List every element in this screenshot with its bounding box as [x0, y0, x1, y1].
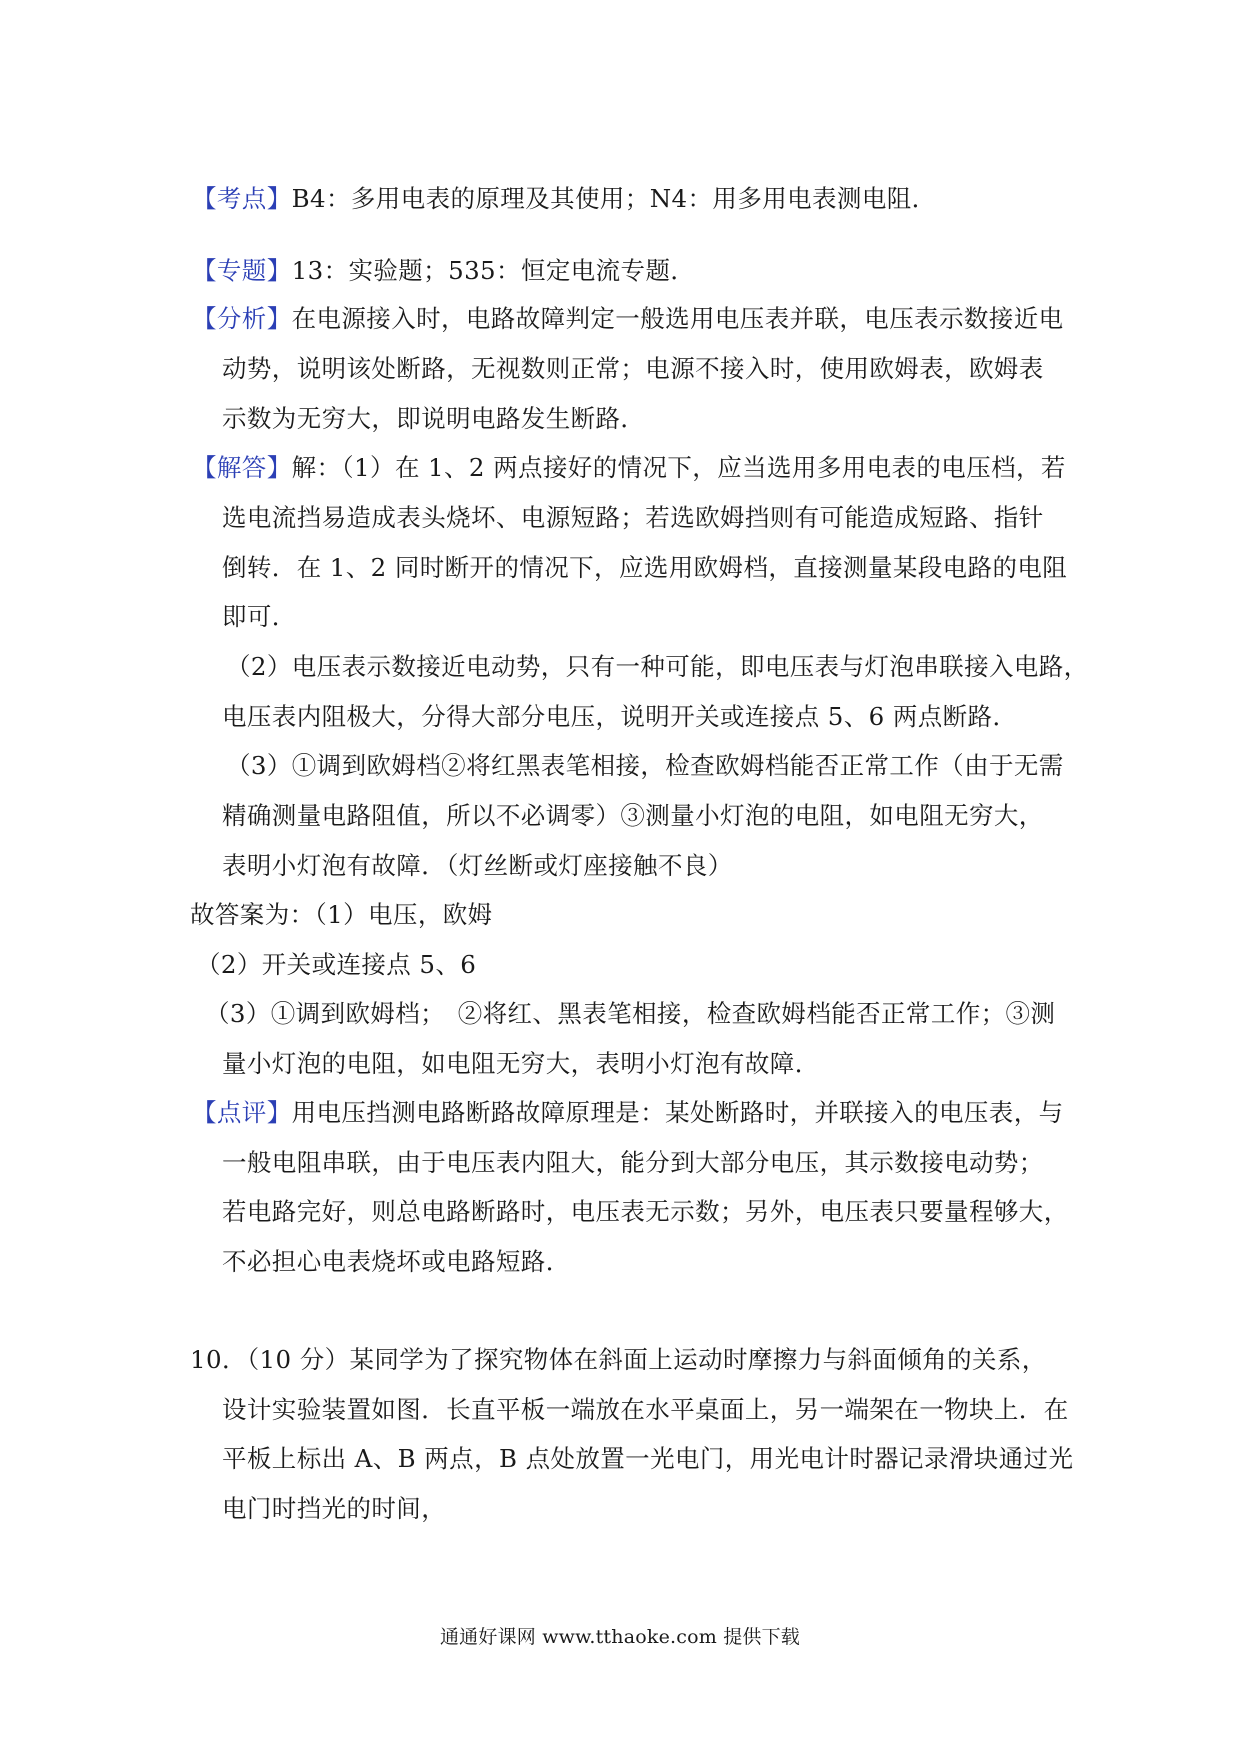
fenxi-line-3: 示数为无穷大，即说明电路发生断路．: [222, 404, 646, 433]
answer-line-3: （3）①调到欧姆档； ②将红、黑表笔相接，检查欧姆档能否正常工作；③测: [205, 999, 1056, 1028]
kaodian-text: B4：多用电表的原理及其使用；N4：用多用电表测电阻．: [291, 184, 937, 213]
kaodian-line: [192, 182, 937, 216]
jieda-part3-line-1: （3）①调到欧姆档②将红黑表笔相接，检查欧姆档能否正常工作（由于无需: [226, 751, 1064, 780]
zhuanti-text: 13：实验题；535：恒定电流专题．: [291, 256, 696, 285]
jieda-line-1: [192, 451, 1066, 485]
kaodian-tag: 【考点】: [192, 184, 292, 213]
dianping-tag: 【点评】: [192, 1098, 292, 1127]
jieda-line-4: 即可．: [222, 602, 297, 631]
jieda-tag: 【解答】: [192, 453, 292, 482]
zhuanti-tag: 【专题】: [192, 256, 292, 285]
dianping-line-1: [192, 1096, 1064, 1130]
page-footer: 通通好课网 www.tthaoke.com 提供下载: [439, 1626, 801, 1648]
dianping-line-2: 一般电阻串联，由于电压表内阻大，能分到大部分电压，其示数接电动势；: [222, 1148, 1044, 1177]
zhuanti-line: [192, 254, 695, 288]
jieda-part3-line-3: 表明小灯泡有故障．（灯丝断或灯座接触不良）: [222, 851, 733, 880]
answer-line-4: 量小灯泡的电阻，如电阻无穷大，表明小灯泡有故障．: [222, 1049, 820, 1078]
jieda-text-1: 解：（1）在 1、2 两点接好的情况下，应当选用多用电表的电压档，若: [291, 453, 1066, 482]
dianping-line-4: 不必担心电表烧坏或电路短路．: [222, 1247, 571, 1276]
fenxi-line-1: [192, 302, 1064, 336]
jieda-part2-line-1: （2）电压表示数接近电动势，只有一种可能，即电压表与灯泡串联接入电路，: [226, 652, 1089, 681]
question10-line-3: 平板上标出 A、B 两点，B 点处放置一光电门，用光电计时器记录滑块通过光: [222, 1444, 1074, 1473]
answer-line-1: 故答案为：（1）电压，欧姆: [190, 900, 493, 929]
jieda-line-3: 倒转．在 1、2 同时断开的情况下，应选用欧姆档，直接测量某段电路的电阻: [222, 553, 1068, 582]
jieda-part3-line-2: 精确测量电路阻值，所以不必调零）③测量小灯泡的电阻，如电阻无穷大，: [222, 801, 1044, 830]
fenxi-text-1: 在电源接入时，电路故障判定一般选用电压表并联，电压表示数接近电: [291, 304, 1064, 333]
jieda-line-2: 选电流挡易造成表头烧坏、电源短路；若选欧姆挡则有可能造成短路、指针: [222, 503, 1044, 532]
question10-line-1: 10．（10 分）某同学为了探究物体在斜面上运动时摩擦力与斜面倾角的关系，: [190, 1345, 1047, 1374]
question10-line-2: 设计实验装置如图．长直平板一端放在水平桌面上，另一端架在一物块上．在: [222, 1395, 1069, 1424]
answer-line-2: （2）开关或连接点 5、6: [196, 950, 477, 979]
jieda-part2-line-2: 电压表内阻极大，分得大部分电压，说明开关或连接点 5、6 两点断路．: [222, 702, 1018, 731]
question10-line-4: 电门时挡光的时间，: [222, 1494, 447, 1523]
fenxi-line-2: 动势，说明该处断路，无视数则正常；电源不接入时，使用欧姆表，欧姆表: [222, 354, 1044, 383]
dianping-line-3: 若电路完好，则总电路断路时，电压表无示数；另外，电压表只要量程够大，: [222, 1197, 1069, 1226]
dianping-text-1: 用电压挡测电路断路故障原理是：某处断路时，并联接入的电压表，与: [291, 1098, 1064, 1127]
fenxi-tag: 【分析】: [192, 304, 292, 333]
